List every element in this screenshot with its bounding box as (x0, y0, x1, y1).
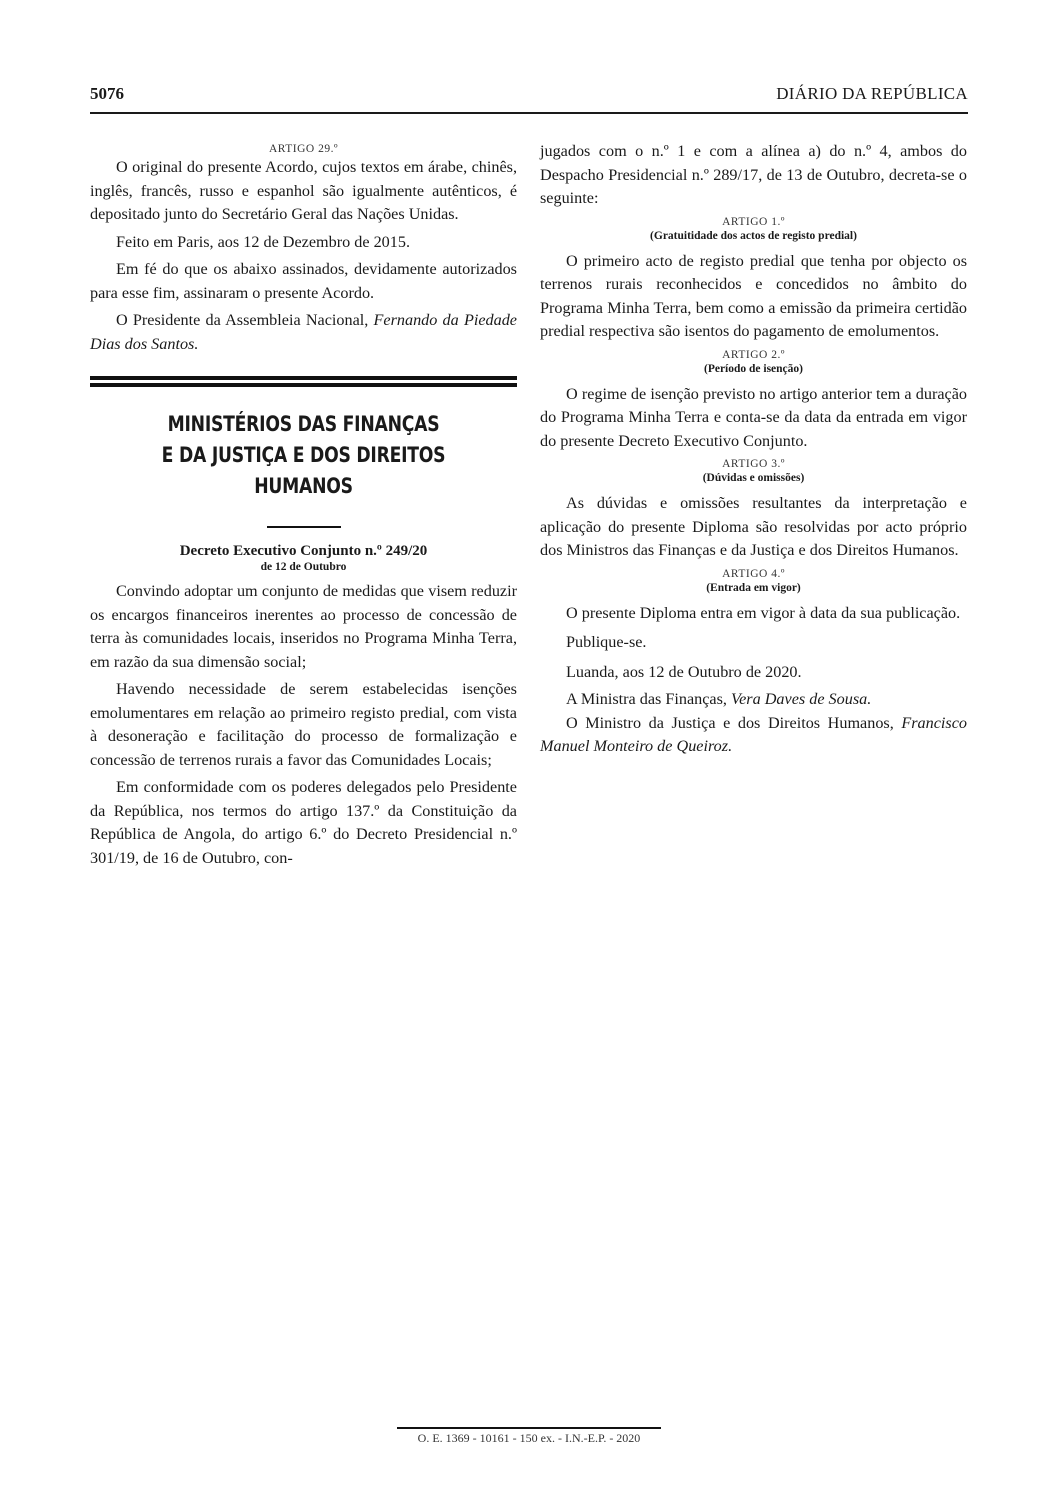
signature-line (90, 309, 517, 356)
article-text: O regime de isenção previsto no artigo anterior tem a duração do Programa Minha Terra e conta-se da data da entrada em vigor do presente Decreto Executivo Conjunto. (540, 384, 967, 450)
continuation-paragraph: jugados com o n.º 1 e com a alínea a) do n.º 4, ambos do Despacho Presidencial n.º 289/17, de 13 de Outubro, decreta-se o seguinte: (540, 142, 967, 207)
signature-role: O Ministro da Justiça e dos Direitos Humanos, (566, 713, 902, 732)
article-heading: ARTIGO 2.º (722, 348, 785, 361)
paragraph: O original do presente Acordo, cujos textos em árabe, chinês, inglês, francês, russo e espanhol são igualmente autênticos, é depositado junto do Secretário Geral das Nações Unidas. (90, 158, 517, 223)
preamble-paragraph: Convindo adoptar um conjunto de medidas que visem reduzir os encargos financeiros inerentes ao processo de concessão de terra às comunidades locais, inseridos no Programa Minha Terra, em razão da sua dimensão social; (90, 582, 517, 671)
signature-name: Fernando da Piedade Dias dos Santos. (90, 311, 517, 353)
header-rule (90, 112, 968, 114)
article-text: O primeiro acto de registo predial que tenha por objecto os terrenos rurais reconhecidos e concedidos no âmbito do Programa Minha Terra, bem como a emissão da primeira certidão predial respectiva são isentos do pagamento de emolumentos. (540, 251, 967, 340)
ministry-heading-line: E DA JUSTIÇA E DOS DIREITOS HUMANOS (161, 443, 446, 498)
article-heading: ARTIGO 3.º (722, 458, 785, 470)
ministry-heading-line: MINISTÉRIOS DAS FINANÇAS (167, 412, 440, 436)
article-subtitle: (Dúvidas e omissões) (702, 472, 805, 484)
paragraph: Feito em Paris, aos 12 de Dezembro de 2015. (116, 232, 411, 251)
decree-title: Decreto Executivo Conjunto n.º 249/20 (179, 543, 428, 559)
left-column (90, 140, 517, 874)
signature-line (540, 712, 967, 759)
signature-line (540, 688, 967, 712)
decree-date: de 12 de Outubro (260, 561, 347, 573)
print-info: O. E. 1369 - 10161 - 150 ex. - I.N.-E.P. - 2020 (417, 1431, 641, 1445)
footer-rule (397, 1427, 661, 1429)
article-text: As dúvidas e omissões resultantes da interpretação e aplicação do presente Diploma são resolvidas por acto próprio dos Ministros das Finanças e da Justiça e dos Direitos Humanos. (540, 494, 967, 559)
journal-title: DIÁRIO DA REPÚBLICA (776, 84, 968, 103)
ministry-heading (128, 409, 478, 502)
article-subtitle: (Gratuitidade dos actos de registo predial) (650, 229, 857, 242)
page-header (90, 84, 968, 114)
article-heading: ARTIGO 1.º (722, 215, 785, 228)
signature-name: Francisco Manuel Monteiro de Queiroz. (540, 713, 967, 755)
page-number: 5076 (90, 84, 124, 103)
preamble-paragraph: Em conformidade com os poderes delegados pelo Presidente da República, nos termos do artigo 137.º da Constituição da República de Angola, do artigo 6.º do Decreto Presidencial n.º 301/19, de 16 de Outubro, con- (90, 778, 517, 867)
publish-line: Publique-se. (566, 633, 647, 651)
section-divider (90, 376, 517, 387)
short-divider (267, 526, 341, 528)
article-subtitle: (Entrada em vigor) (706, 581, 801, 594)
article-subtitle: (Período de isenção) (703, 362, 803, 375)
preamble-paragraph: Havendo necessidade de serem estabelecidas isenções emolumentares em relação ao primeiro registo predial, com vista à desoneração e facilitação do processo de formalização e concessão de terrenos rurais a favor das Comunidades Locais; (90, 680, 517, 769)
signature-name: Vera Daves de Sousa. (731, 690, 872, 708)
paragraph: Em fé do que os abaixo assinados, devidamente autorizados para esse fim, assinaram o presente Acordo. (90, 260, 517, 302)
signature-role: A Ministra das Finanças, (566, 690, 732, 708)
place-date: Luanda, aos 12 de Outubro de 2020. (566, 662, 802, 681)
article-heading: ARTIGO 4.º (722, 567, 785, 580)
signature-role: O Presidente da Assembleia Nacional, (116, 311, 374, 329)
article-text: O presente Diploma entra em vigor à data da sua publicação. (566, 603, 961, 622)
article-heading: ARTIGO 29.º (268, 143, 339, 155)
right-column (540, 140, 967, 763)
